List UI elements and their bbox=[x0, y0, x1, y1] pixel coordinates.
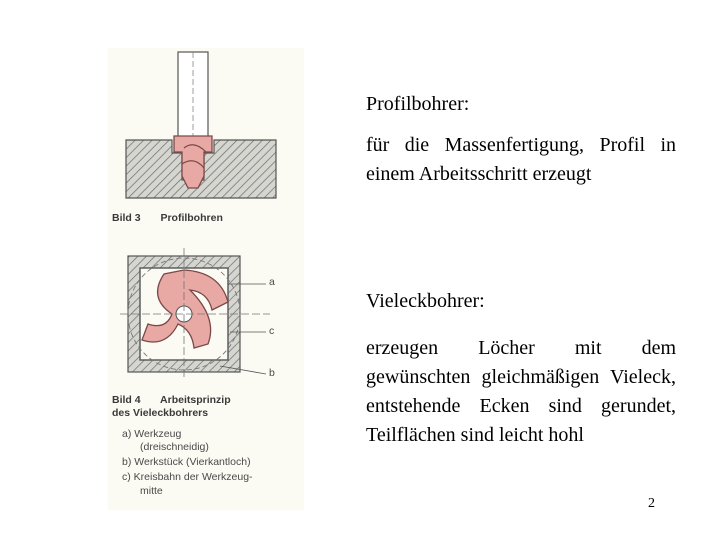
figure4-caption bbox=[112, 394, 231, 406]
legend-line-3: b) Werkstück (Vierkantloch) bbox=[122, 456, 251, 468]
polygon-drill-heading: Vieleckbohrer: bbox=[366, 290, 485, 312]
profile-drill-description: für die Massenfertigung, Profil in einem Arbeitsschritt erzeugt bbox=[366, 134, 676, 185]
legend-line-1: a) Werkzeug bbox=[122, 428, 182, 440]
profile-drill-section bbox=[366, 90, 676, 189]
figure4-title: Arbeitsprinzip bbox=[160, 394, 231, 406]
figure3-number: Bild 3 bbox=[112, 212, 141, 224]
figure4-number: Bild 4 bbox=[112, 394, 141, 406]
page-number: 2 bbox=[648, 496, 655, 511]
legend-line-4: c) Kreisbahn der Werkzeug- bbox=[122, 471, 253, 483]
marker-a: a bbox=[269, 276, 275, 288]
marker-c: c bbox=[269, 325, 275, 337]
polygon-drill-section bbox=[366, 287, 676, 450]
figure-panel bbox=[108, 48, 304, 510]
profile-drill-heading: Profilbohrer: bbox=[366, 93, 470, 115]
figure3-caption bbox=[112, 212, 223, 224]
polygon-drilling-drawing bbox=[120, 248, 270, 380]
figure3-title: Profilbohren bbox=[160, 212, 223, 224]
profile-drilling-drawing bbox=[126, 52, 276, 198]
legend-line-2: (dreischneidig) bbox=[140, 441, 209, 453]
legend-line-5: mitte bbox=[140, 485, 163, 497]
figure4-caption-line2: des Vieleckbohrers bbox=[112, 407, 209, 419]
marker-b: b bbox=[269, 367, 275, 379]
polygon-drill-description: erzeugen Löcher mit dem gewünschten gleichmäßigen Vieleck, entstehende Ecken sind gerundet, Teilflächen sind leicht hohl bbox=[366, 337, 676, 446]
